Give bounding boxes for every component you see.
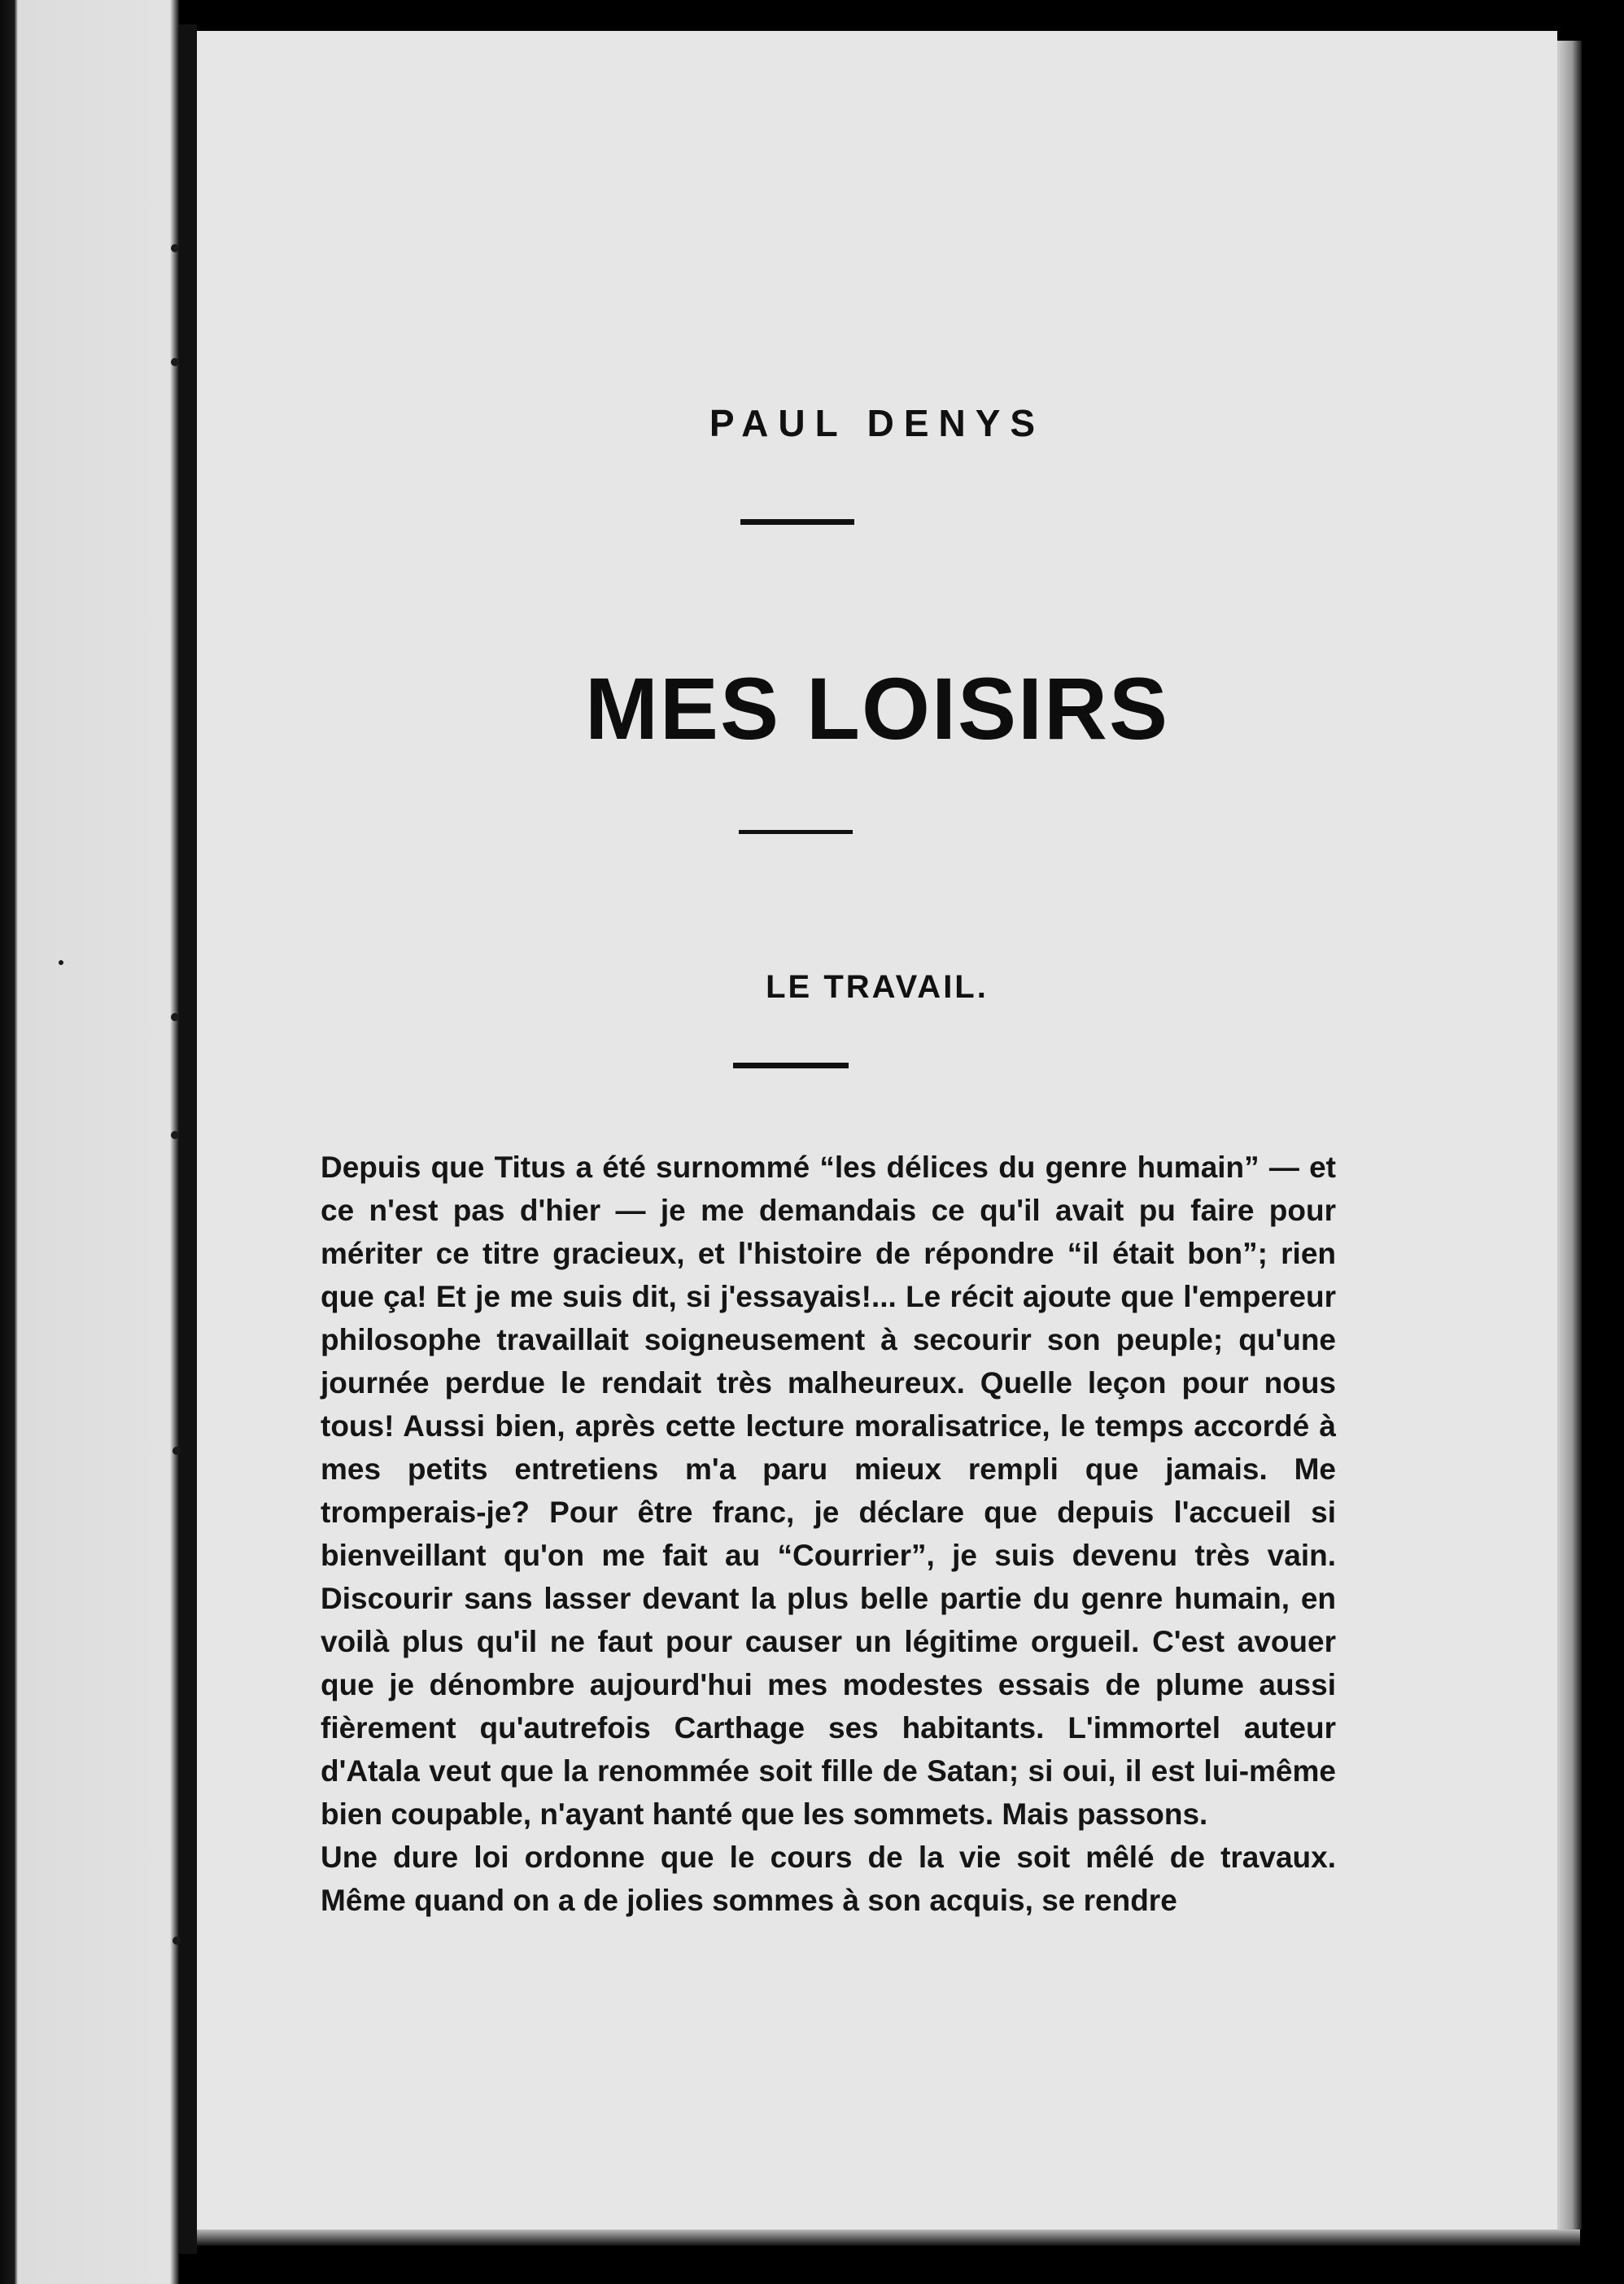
facing-page-edge bbox=[0, 0, 179, 2284]
binding-mark bbox=[59, 960, 63, 965]
page-edge-bottom bbox=[197, 2229, 1580, 2246]
binding-mark bbox=[171, 1013, 179, 1021]
binding-mark bbox=[171, 358, 179, 366]
book-spine bbox=[179, 24, 197, 2254]
binding-mark bbox=[171, 1131, 179, 1139]
paragraph: Une dure loi ordonne que le cours de la vie soit mêlé de travaux. Même quand on a de jolies sommes à son acquis, se rendre bbox=[321, 1841, 1336, 1917]
body-text bbox=[321, 1146, 1336, 1922]
paragraph: Depuis que Titus a été surnommé “les délices du genre humain” — et ce n'est pas d'hier — je me demandais ce qu'il avait pu faire pour mériter ce titre gracieux, et l'histoire de répondre “il était bon”; rien que ça! Et je me suis dit, si j'essayais!... Le récit ajoute que l'empereur philosophe travaillait soigneusement à secourir son peuple; qu'une journée perdue le rendait très malheureux. Quelle leçon pour nous tous! Aussi bien, après cette lecture moralisatrice, le temps accordé à mes petits entretiens m'a paru mieux rempli que jamais. Me tromperais-je? Pour être franc, je déclare que depuis l'accueil si bienveillant qu'on me fait au “Courrier”, je suis devenu très vain. Discourir sans lasser devant la plus belle partie du genre humain, en voilà plus qu'il ne faut pour causer un légitime orgueil. C'est avouer que je dénombre aujourd'hui mes modestes essais de plume aussi fièrement qu'autrefois Carthage ses habitants. L'immortel auteur d'Atala veut que la renommée soit fille de Satan; si oui, il est lui-même bien coupable, n'ayant hanté que les sommets. Mais passons. bbox=[321, 1151, 1336, 1831]
book-title: MES LOISIRS bbox=[584, 659, 1170, 758]
divider-rule bbox=[733, 1063, 849, 1068]
divider-rule bbox=[740, 519, 854, 525]
page-edge-right bbox=[1557, 41, 1582, 2229]
divider-rule bbox=[739, 830, 853, 834]
author-name: PAUL DENYS bbox=[709, 402, 1046, 444]
binding-mark bbox=[172, 1937, 181, 1945]
section-title: LE TRAVAIL. bbox=[766, 969, 989, 1005]
binding-mark bbox=[171, 244, 179, 252]
binding-mark bbox=[172, 1447, 181, 1455]
